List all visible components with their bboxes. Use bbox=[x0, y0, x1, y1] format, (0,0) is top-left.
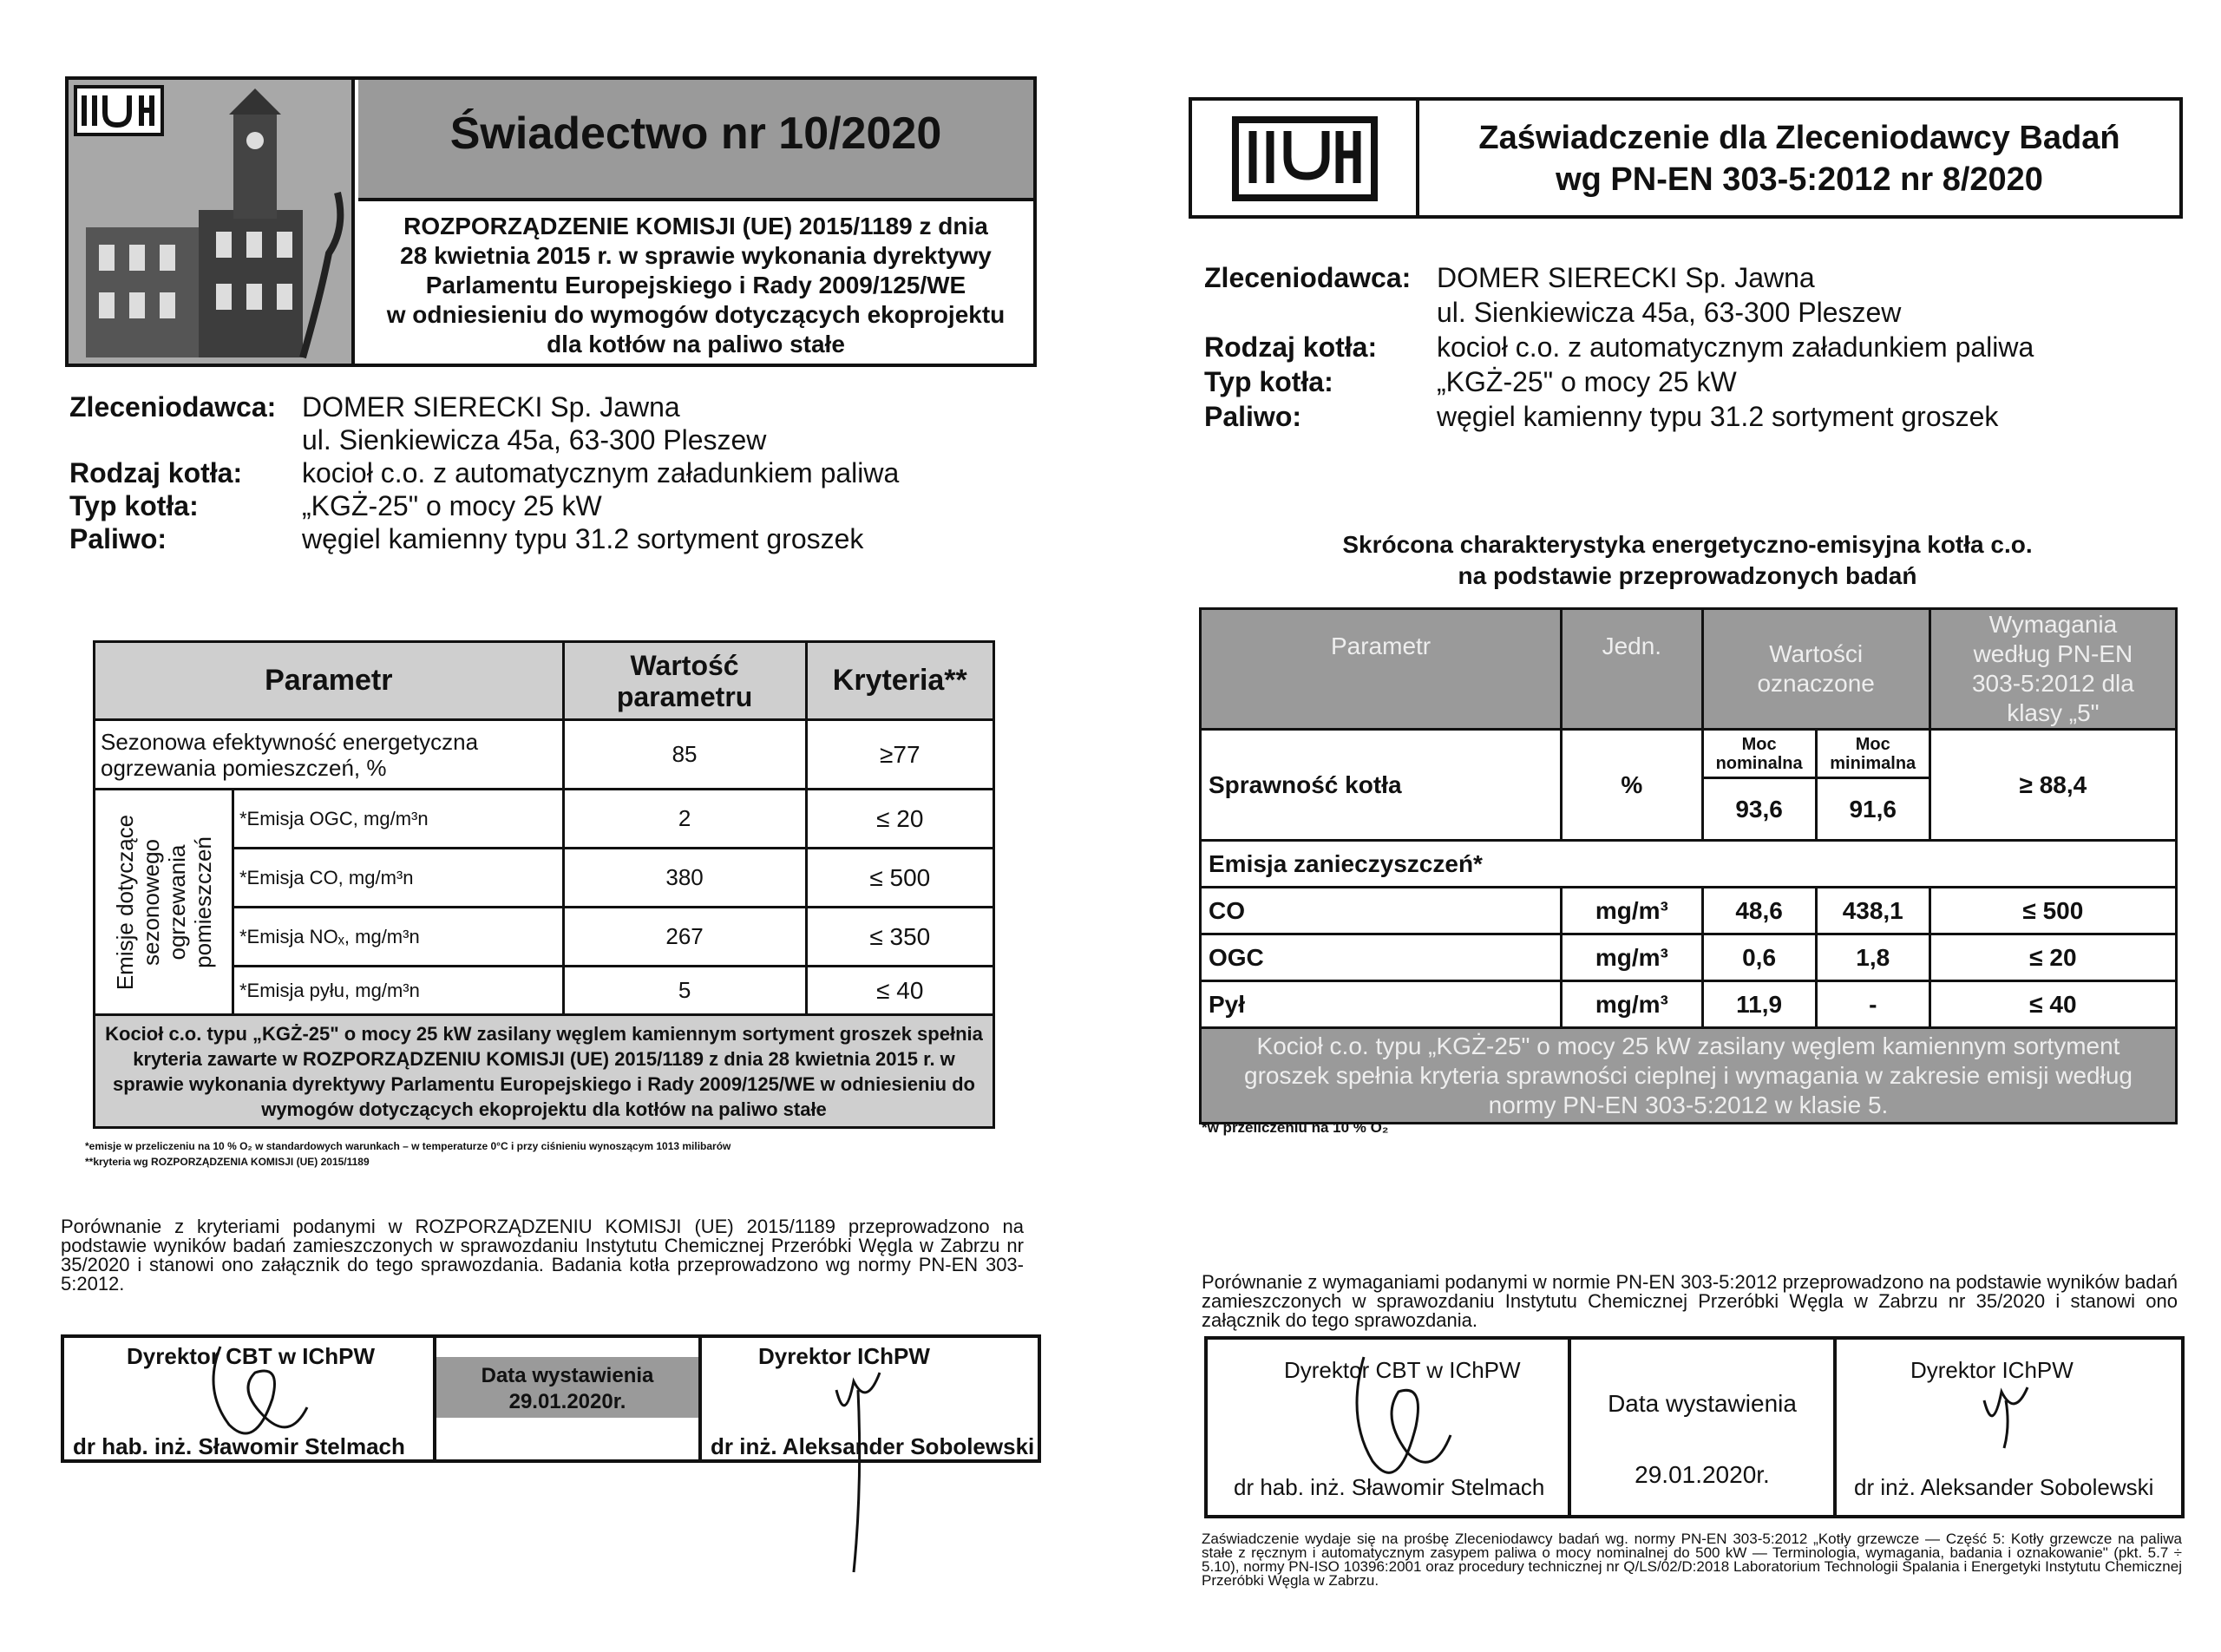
right-bottom-note: Zaświadczenie wydaje się na prośbę Zleceniodawcy badań wg. normy PN-EN 303-5:2012 „Kotły grzewcze — Część 5: Kotły grzewcze na paliwa stałe z ręcznym i automatycznym zasypem paliwa o mocy nominalnej do 500 kW — Terminologia, wymagania, badania i oznakowanie" (pkt. 5.7 ÷ 5.10), normy PN-ISO 10396:2001 oraz procedury technicznej nr Q/LS/02/D:2018 Laboratorium Technologii Spalania i Energetyki Instytutu Chemicznej Przeróbki Węgla w Zabrzu. bbox=[1202, 1531, 2182, 1589]
left-comparison-text: Porównanie z kryteriami podanymi w ROZPORZĄDZENIU KOMISJI (UE) 2015/1189 przeprowadzono na podstawie wyników badań zamieszczonych w sprawozdaniu Instytutu Chemicznej Przeróbki Węgla w Zabrzu nr 35/2020 i stanowi ono załącznik do tego sprawozdania. Badania kotła przeprowadzono wg normy PN-EN 303-5:2012. bbox=[61, 1216, 1024, 1295]
left-criteria-table bbox=[93, 640, 995, 1129]
handwritten-signature-stelmach bbox=[194, 1338, 324, 1459]
ichpw-logo bbox=[1192, 101, 1419, 215]
table-row: CO mg/m³ 48,6 438,1 ≤ 500 bbox=[1201, 888, 2177, 934]
table-header-row bbox=[95, 642, 994, 720]
table-row: OGC mg/m³ 0,6 1,8 ≤ 20 bbox=[1201, 934, 2177, 981]
handwritten-signature-sobolewski bbox=[1971, 1374, 2041, 1452]
right-certificate bbox=[1189, 97, 2186, 1650]
left-title: Świadectwo nr 10/2020 bbox=[449, 108, 942, 159]
left-regulation-text: ROZPORZĄDZENIE KOMISJI (UE) 2015/1189 z dnia 28 kwietnia 2015 r. w sprawie wykonania dyrektywy Parlamentu Europejskiego i Rady 2009/125/WE w odniesieniu do wymogów dotyczących ekoprojektu dla kotłów na paliwo stałe bbox=[386, 213, 1006, 357]
emission-group-cell: Emisje dotyczące sezonowego ogrzewania pomieszczeń bbox=[95, 790, 233, 1015]
right-section-title: Skrócona charakterystyka energetyczno-emisyjna kotła c.o. na podstawie przeprowadzonych badań bbox=[1342, 531, 2033, 589]
handwritten-signature-stelmach bbox=[1338, 1348, 1468, 1504]
right-header-box: Zaświadczenie dla Zleceniodawcy Badań wg PN-EN 303-5:2012 nr 8/2020 bbox=[1189, 97, 2183, 219]
table-row: Emisje dotyczące sezonowego ogrzewania pomieszczeń *Emisja OGC, mg/m³n 2 ≤ 20 bbox=[95, 790, 994, 849]
table-row-efficiency: Sprawność kotła % Moc nominalna Moc minimalna ≥ 88,4 bbox=[1201, 730, 2177, 778]
right-signature-box: Dyrektor CBT w IChPW dr hab. inż. Sławomir Stelmach Data wystawienia 29.01.2020r. Dyrektor IChPW dr inż. Aleksander Sobolewski bbox=[1204, 1336, 2185, 1518]
table-header-row: Parametr Jedn. Wartości oznaczone Wymagania według PN-EN 303-5:2012 dla klasy „5" bbox=[1201, 609, 2177, 730]
right-results-table bbox=[1199, 607, 2178, 1124]
right-footnote: *w przeliczeniu na 10 % O₂ bbox=[1202, 1119, 1389, 1136]
left-certificate bbox=[61, 76, 1041, 1465]
ichpw-building-logo bbox=[69, 80, 355, 364]
table-row: *Emisja NOₓ, mg/m³n 267 ≤ 350 bbox=[95, 908, 994, 967]
left-header-box bbox=[65, 76, 1037, 367]
right-comparison-text: Porównanie z wymaganiami podanymi w normie PN-EN 303-5:2012 przeprowadzono na podstawie wyników badań zamieszczonych w sprawozdaniu Instytutu Chemicznej Przeróbki Węgla w Zabrzu nr 35/2020 i stanowi ono załącznik do tego sprawozdania. bbox=[1202, 1271, 2178, 1331]
table-row: *Emisja CO, mg/m³n 380 ≤ 500 bbox=[95, 849, 994, 908]
header-wartosc: Wartość parametru bbox=[563, 642, 806, 720]
left-signature-box: Dyrektor CBT w IChPW dr hab. inż. Sławomir Stelmach Data wystawienia 29.01.2020r. Dyrektor IChPW dr inż. Aleksander Sobolewski bbox=[61, 1334, 1041, 1463]
left-date-box: Data wystawienia 29.01.2020r. bbox=[433, 1338, 702, 1459]
handwritten-signature-sobolewski bbox=[819, 1355, 897, 1581]
left-footnote-2: **kryteria wg ROZPORZĄDZENIA KOMISJI (UE) 2015/1189 bbox=[85, 1156, 370, 1168]
left-title-band bbox=[358, 80, 1033, 201]
header-kryteria: Kryteria** bbox=[806, 642, 993, 720]
table-row: Sezonowa efektywność energetyczna ogrzewania pomieszczeń, % 85 ≥77 bbox=[95, 720, 994, 790]
table-conclusion-row: Kocioł c.o. typu „KGŻ-25" o mocy 25 kW zasilany węglem kamiennym sortyment groszek spełnia kryteria sprawności cieplnej i wymagania w zakresie emisji według normy PN-EN 303-5:2012 w klasie 5. bbox=[1201, 1028, 2177, 1124]
left-client-info: Zleceniodawca: DOMER SIERECKI Sp. Jawna ul. Sienkiewicza 45a, 63-300 Pleszew Rodzaj kotła: kocioł c.o. z automatycznym załadunkiem paliwa Typ kotła: „KGŻ-25" o mocy 25 kW Paliwo: węgiel kamienny typu 31.2 sortyment groszek bbox=[69, 391, 900, 554]
table-row: Pył mg/m³ 11,9 - ≤ 40 bbox=[1201, 981, 2177, 1028]
left-footnote-1: *emisje w przeliczeniu na 10 % O₂ w standardowych warunkach – w temperaturze 0°C i przy ciśnieniu wynoszącym 1013 milibarów bbox=[85, 1140, 731, 1152]
table-row-efficiency-values: 93,6 91,6 bbox=[1201, 778, 2177, 841]
table-row: *Emisja pyłu, mg/m³n 5 ≤ 40 bbox=[95, 967, 994, 1015]
table-row-emission-header: Emisja zanieczyszczeń* bbox=[1201, 841, 2177, 888]
header-parametr: Parametr bbox=[95, 642, 564, 720]
right-date-box: Data wystawienia 29.01.2020r. bbox=[1568, 1340, 1837, 1515]
table-conclusion-row: Kocioł c.o. typu „KGŻ-25" o mocy 25 kW zasilany węglem kamiennym sortyment groszek spełnia kryteria zawarte w ROZPORZĄDZENIU KOMISJI (UE) 2015/1189 z dnia 28 kwietnia 2015 r. w sprawie wykonania dyrektywy Parlamentu Europejskiego i Rady 2009/125/WE w odniesieniu do wymogów dotyczących ekoprojektu dla kotłów na paliwo stałe bbox=[95, 1015, 994, 1128]
right-client-info: Zleceniodawca: DOMER SIERECKI Sp. Jawna ul. Sienkiewicza 45a, 63-300 Pleszew Rodzaj kotła: kocioł c.o. z automatycznym załadunkiem paliwa Typ kotła: „KGŻ-25" o mocy 25 kW Paliwo: węgiel kamienny typu 31.2 sortyment groszek bbox=[1204, 262, 2034, 432]
